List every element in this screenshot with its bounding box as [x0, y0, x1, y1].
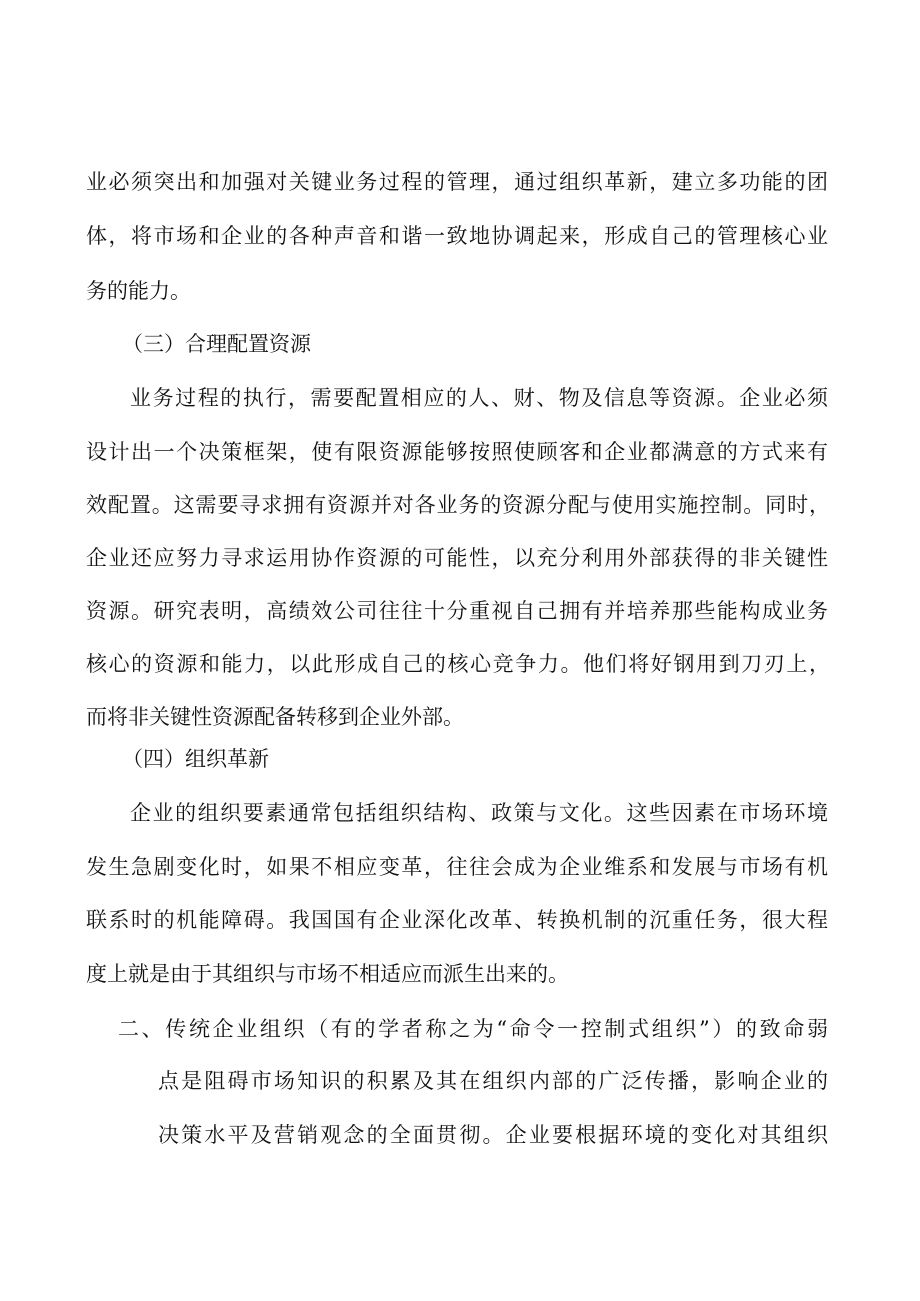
paragraph-line: 业必须突出和加强对关键业务过程的管理，通过组织革新，建立多功能的团	[86, 170, 828, 194]
section-heading-four: （四）组织革新	[122, 747, 269, 771]
paragraph-line: 企业的组织要素通常包括组织结构、政策与文化。这些因素在市场环境	[130, 801, 828, 825]
paragraph-line: 而将非关键性资源配备转移到企业外部。	[86, 705, 464, 729]
paragraph-line: 核心的资源和能力，以此形成自己的核心竞争力。他们将好钢用到刀刃上，	[86, 652, 830, 676]
paragraph-line: 联系时的机能障碍。我国国有企业深化改革、转换机制的沉重任务，很大程	[86, 908, 828, 932]
paragraph-line: 效配置。这需要寻求拥有资源并对各业务的资源分配与使用实施控制。同时，	[86, 493, 830, 517]
paragraph-line: 业务过程的执行，需要配置相应的人、财、物及信息等资源。企业必须	[130, 386, 828, 410]
paragraph-line: 企业还应努力寻求运用协作资源的可能性，以充分利用外部获得的非关键性	[86, 546, 828, 570]
paragraph-line: 度上就是由于其组织与市场不相适应而派生出来的。	[86, 962, 569, 986]
section-two-line: 二、传统企业组织（有的学者称之为“命令一控制式组织”）的致命弱	[118, 1017, 828, 1041]
paragraph-line: 体，将市场和企业的各种声音和谐一致地协调起来，形成自己的管理核心业	[86, 224, 828, 248]
paragraph-line: 发生急剧变化时，如果不相应变革，往往会成为企业维系和发展与市场有机	[86, 855, 828, 879]
paragraph-line: 设计出一个决策框架，使有限资源能够按照使顾客和企业都满意的方式来有	[86, 440, 828, 464]
section-heading-three: （三）合理配置资源	[122, 332, 311, 356]
section-two-line: 点是阻碍市场知识的积累及其在组织内部的广泛传播，影响企业的	[158, 1069, 828, 1093]
paragraph-line: 资源。研究表明，高绩效公司往往十分重视自己拥有并培养那些能构成业务	[86, 599, 828, 623]
paragraph-line: 务的能力。	[86, 279, 191, 303]
section-two-line: 决策水平及营销观念的全面贯彻。企业要根据环境的变化对其组织	[158, 1123, 828, 1147]
